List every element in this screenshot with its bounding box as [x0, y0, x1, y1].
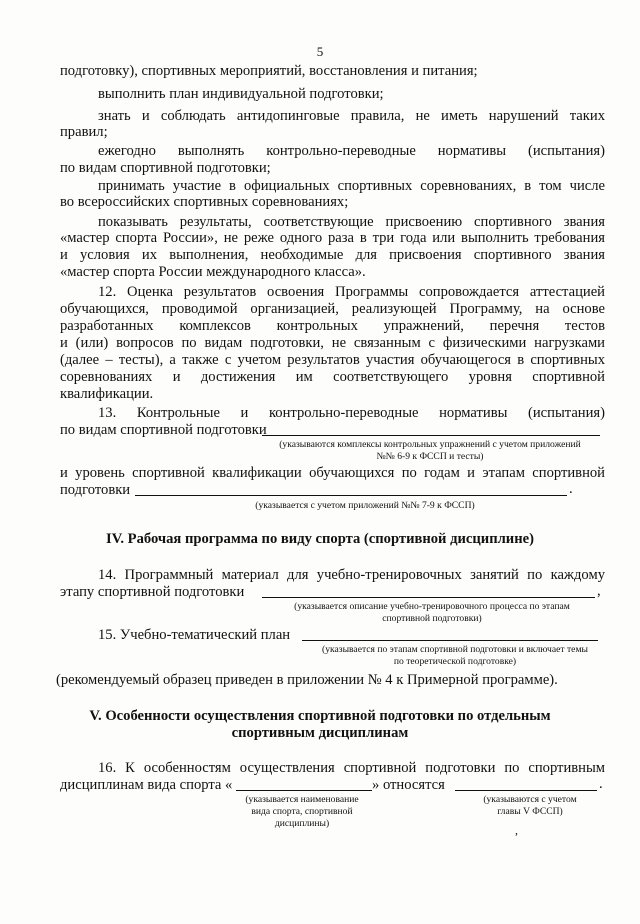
- fill-in-line: [302, 640, 598, 641]
- footnote-text: вида спорта, спортивной: [251, 806, 353, 817]
- footnote-text: (указываются с учетом: [483, 794, 577, 805]
- text-line: показывать результаты, соответствующие присвоению спортивного звания: [98, 214, 605, 230]
- text-line: (рекомендуемый образец приведен в приложении № 4 к Примерной программе).: [56, 672, 558, 688]
- text-line: правил;: [60, 124, 108, 140]
- section-heading: V. Особенности осуществления спортивной подготовки по отдельным: [89, 708, 551, 724]
- text-line: 15. Учебно-тематический план: [98, 627, 291, 643]
- punctuation: .: [599, 776, 603, 792]
- text-line: подготовки: [60, 482, 131, 498]
- text-line: 12. Оценка результатов освоения Программы сопровождается аттестацией: [98, 284, 605, 300]
- fill-in-line: [262, 597, 595, 598]
- text-line: 14. Программный материал для учебно-тренировочных занятий по каждому: [98, 567, 605, 583]
- text-line: принимать участие в официальных спортивных соревнованиях, в том числе: [98, 178, 605, 194]
- footnote-text: по теоретической подготовке): [393, 656, 517, 667]
- text-line: и условия их выполнения, необходимые для присвоения спортивного звания: [60, 247, 605, 263]
- footnote-text: главы V ФССП): [497, 806, 563, 817]
- text-line: этапу спортивной подготовки: [60, 584, 245, 600]
- text-line: 16. К особенностям осуществления спортивной подготовки по спортивным: [98, 760, 605, 776]
- text-line: обучающихся, проводимой организацией, реализующей Программу, на основе: [60, 301, 605, 317]
- text-line: подготовку), спортивных мероприятий, восстановления и питания;: [60, 63, 478, 79]
- footnote-text: (указываются комплексы контрольных упражнений с учетом приложений: [279, 439, 581, 450]
- footnote-text: дисциплины): [274, 818, 330, 829]
- text-line: и уровень спортивной квалификации обучающихся по годам и этапам спортивной: [60, 465, 605, 481]
- text-line: соревнованиях и достижения им соответствующего уровня спортивной: [60, 369, 605, 385]
- fill-in-line: [135, 495, 567, 496]
- fill-in-line: [236, 790, 372, 791]
- text-line: во всероссийских спортивных соревнованиях;: [60, 194, 349, 210]
- footnote-text: спортивной подготовки): [382, 613, 482, 624]
- text-line: по видам спортивной подготовки;: [60, 160, 271, 176]
- text-line: и (или) вопросов по видам подготовки, не связанным с физическими нагрузками: [60, 335, 605, 351]
- punctuation: ,: [597, 583, 601, 599]
- text-line: 13. Контрольные и контрольно-переводные нормативы (испытания): [98, 405, 605, 421]
- text-line: ежегодно выполнять контрольно-переводные нормативы (испытания): [98, 143, 605, 159]
- text-line: квалификации.: [60, 386, 154, 402]
- text-line: по видам спортивной подготовки: [60, 422, 267, 438]
- footnote-text: (указывается описание учебно-тренировочного процесса по этапам: [294, 601, 570, 612]
- footnote-text: №№ 6-9 к ФССП и тесты): [376, 451, 484, 462]
- footnote-text: (указывается наименование: [245, 794, 359, 805]
- section-heading: IV. Рабочая программа по виду спорта (спортивной дисциплине): [106, 531, 534, 547]
- section-heading: спортивным дисциплинам: [231, 725, 409, 741]
- text-line: «мастер спорта России международного класса».: [60, 264, 366, 280]
- page-number: 5: [316, 44, 324, 59]
- text-line: дисциплинам вида спорта «: [60, 777, 233, 793]
- scan-mark: ,: [515, 823, 518, 837]
- fill-in-line: [262, 435, 600, 436]
- text-line: знать и соблюдать антидопинговые правила, не иметь нарушений таких: [98, 108, 605, 124]
- fill-in-line: [455, 790, 597, 791]
- text-line: разработанных комплексов контрольных упражнений, перечня тестов: [60, 318, 605, 334]
- footnote-text: (указывается с учетом приложений №№ 7-9 к ФССП): [255, 500, 475, 511]
- text-line: выполнить план индивидуальной подготовки;: [98, 86, 384, 102]
- punctuation: .: [569, 481, 573, 497]
- text-line: » относятся: [372, 777, 445, 793]
- footnote-text: (указывается по этапам спортивной подготовки и включает темы: [322, 644, 588, 655]
- text-line: (далее – тесты), а также с учетом результатов участия обучающегося в спортивных: [60, 352, 605, 368]
- text-line: «мастер спорта России», не реже одного раза в три года или выполнить требования: [60, 230, 605, 246]
